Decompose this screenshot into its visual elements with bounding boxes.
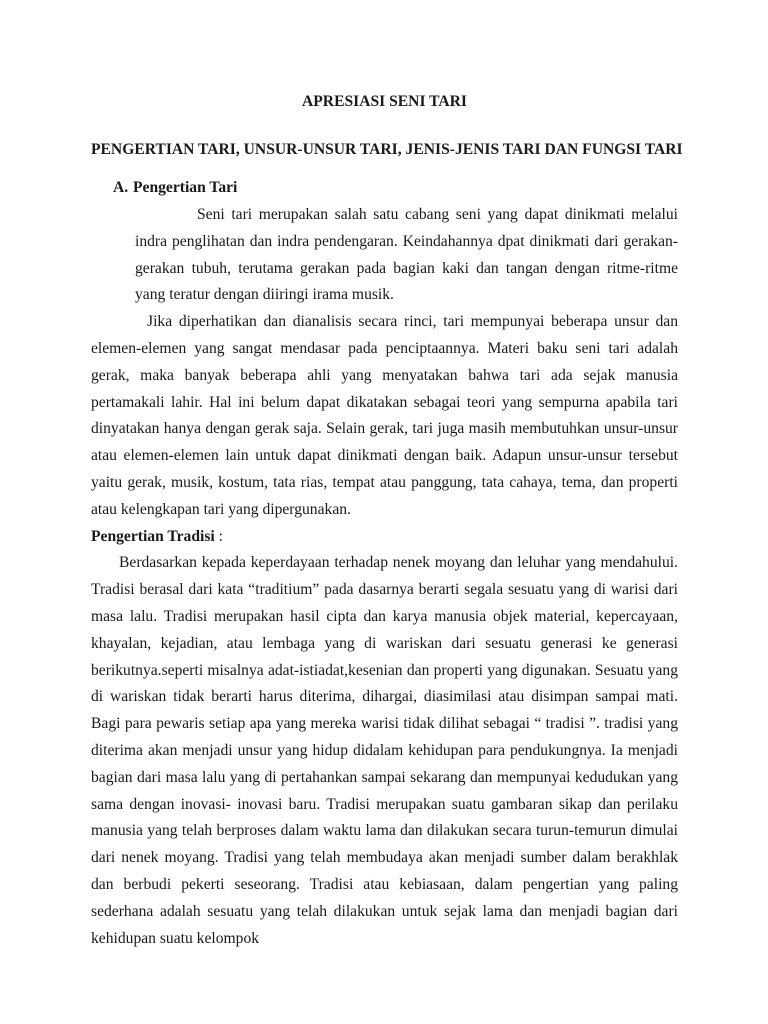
section-a-letter: A. [113,179,129,196]
tradisi-paragraph-1: Berdasarkan kepada keperdayaan terhadap nenek moyang dan leluhar yang mendahului. Tradisi berasal dari kata “traditium” pada dasarnya berarti segala sesuatu yang di warisi dari masa lalu. Tradisi merupakan hasil cipta dan karya manusia objek material, kepercayaan, khayalan, kejadian, atau lembaga yang di wariskan dari sesuatu generasi ke generasi berikutnya.seperti misalnya adat-istiadat,kesenian dan properti yang digunakan. Sesuatu yang di wariskan tidak berarti harus diterima, dihargai, diasimilasi atau disimpan sampai mati. Bagi para pewaris setiap apa yang mereka warisi tidak dilihat sebagai “ tradisi ”. tradisi yang diterima akan menjadi unsur yang hidup didalam kehidupan para pendukungnya. Ia menjadi bagian dari masa lalu yang di pertahankan sampai sekarang dan mempunyai kedudukan yang sama dengan inovasi- inovasi baru. Tradisi merupakan suatu gambaran sikap dan perilaku manusia yang telah berproses dalam waktu lama dan dilakukan secara turun-temurun dimulai dari nenek moyang. Tradisi yang telah membudaya akan menjadi sumber dalam berakhlak dan berbudi pekerti seseorang. Tradisi atau kebiasaan, dalam pengertian yang paling sederhana adalah sesuatu yang telah dilakukan untuk sejak lama dan menjadi bagian dari kehidupan suatu kelompok [91,554,678,947]
section-a-title: Pengertian Tari [133,179,238,196]
tradisi-colon: : [214,527,223,545]
section-a-paragraph-1: Seni tari merupakan salah satu cabang seni yang dapat dinikmati melalui indra penglihatan dan indra pendengaran. Keindahannya dpat dinikmati dari gerakan-gerakan tubuh, terutama gerakan pada bagian kaki dan tangan dengan ritme-ritme yang teratur dengan diiringi irama musik. [135,206,678,304]
tradisi-heading [91,524,678,551]
tradisi-label: Pengertian Tradisi [91,527,215,545]
document-subtitle: PENGERTIAN TARI, UNSUR-UNSUR TARI, JENIS-JENIS TARI DAN FUNGSI TARI [91,141,683,158]
section-a-paragraph-2: Jika diperhatikan dan dianalisis secara rinci, tari mempunyai beberapa unsur dan elemen-elemen yang sangat mendasar pada penciptaannya. Materi baku seni tari adalah gerak, maka banyak beberapa ahli yang menyatakan bahwa tari ada sejak manusia pertamakali lahir. Hal ini belum dapat dikatakan sebagai teori yang sempurna apabila tari dinyatakan hanya dengan gerak saja. Selain gerak, tari juga masih membutuhkan unsur-unsur atau elemen-elemen lain untuk dapat dinikmati dengan baik. Adapun unsur-unsur tersebut yaitu gerak, musik, kostum, tata rias, tempat atau panggung, tata cahaya, tema, dan properti atau kelengkapan tari yang dipergunakan. [91,313,678,518]
document-title: APRESIASI SENI TARI [302,93,467,110]
section-a-heading [113,178,678,198]
